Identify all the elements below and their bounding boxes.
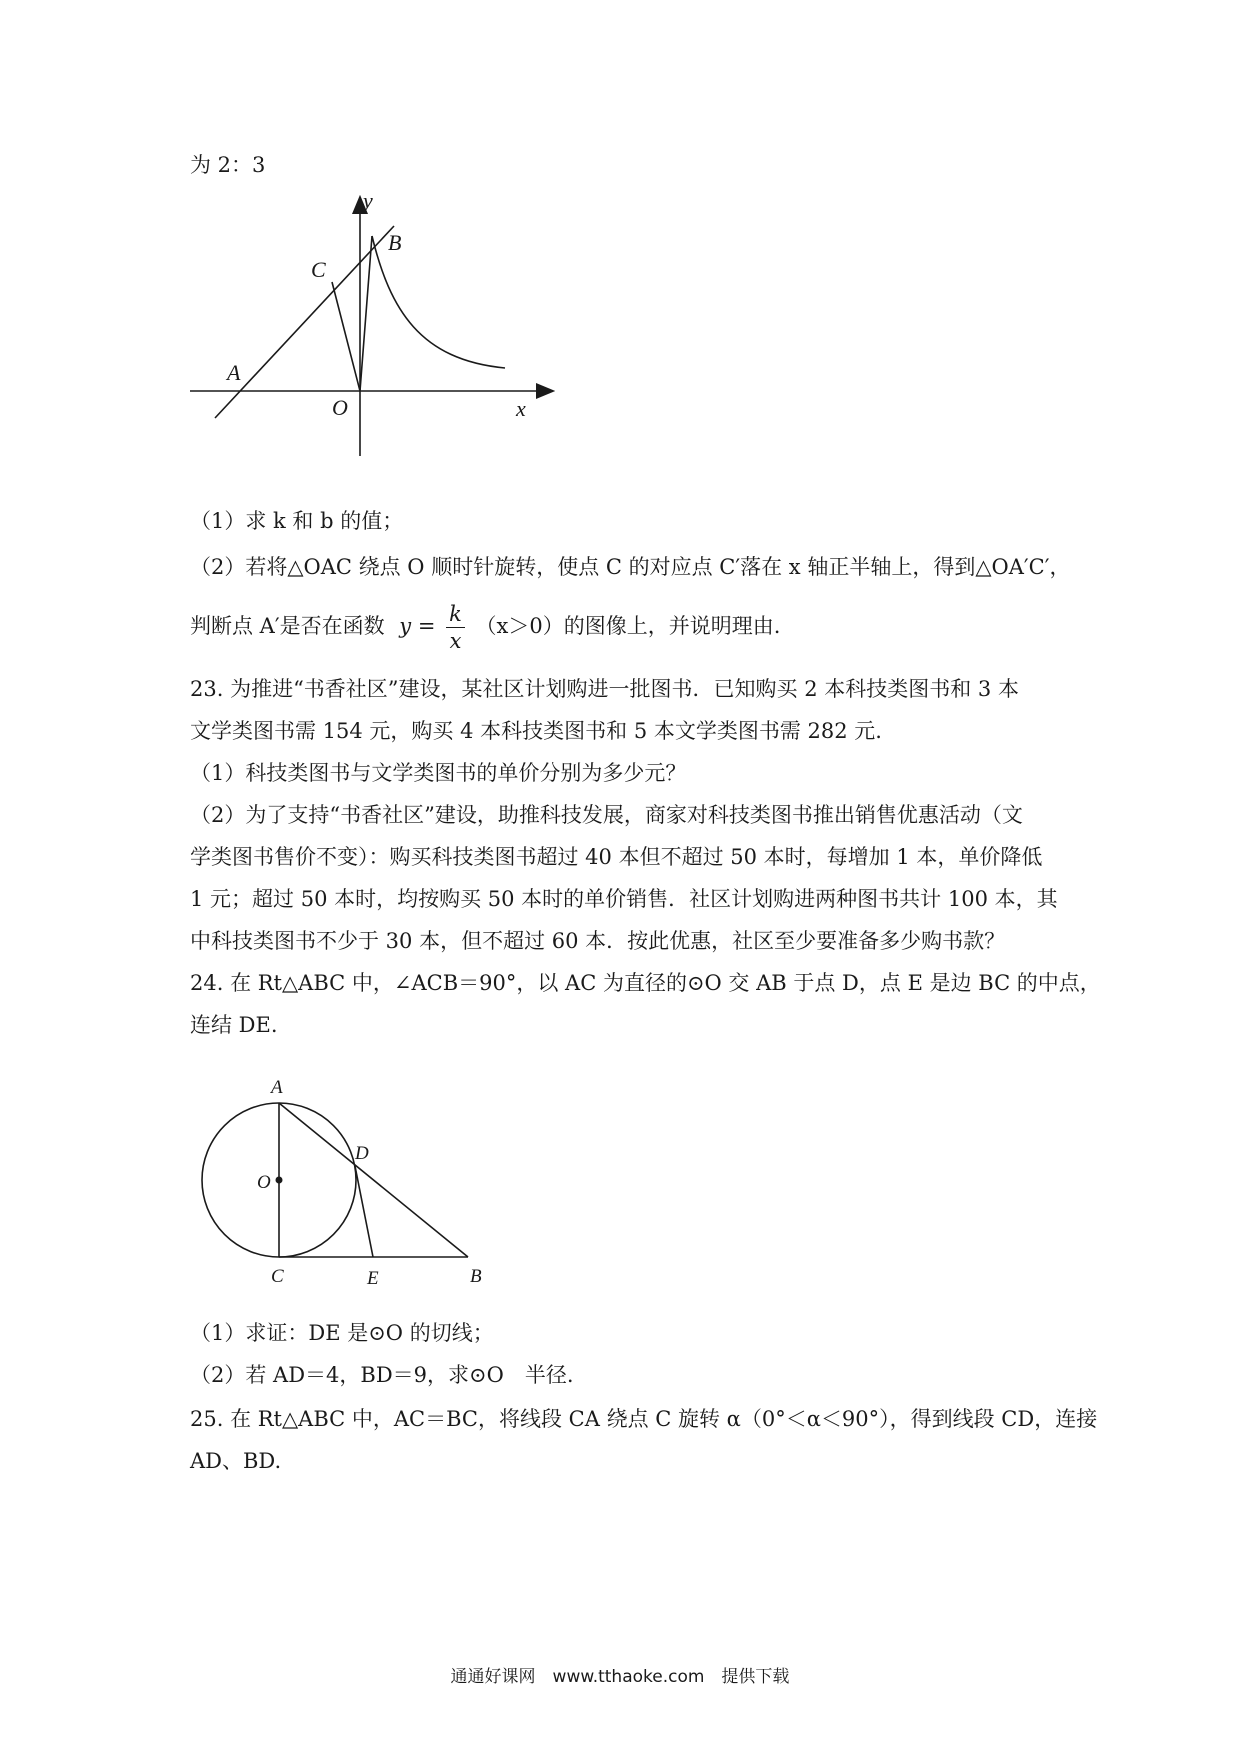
line-ab [215,226,394,418]
q23-part2-line3: 1 元；超过 50 本时，均按购买 50 本时的单价销售．社区计划购进两种图书共计 100 本，其 [190,887,1058,911]
q23-part2-line2: 学类图书售价不变）：购买科技类图书超过 40 本但不超过 50 本时，每增加 1 本，单价降低 [190,845,1043,869]
label-e: E [367,1268,379,1289]
q22-part3 [190,598,780,658]
figure-circle-triangle [195,1075,495,1290]
figure-coordinate-plane [180,190,560,470]
q24-line1: 24. 在 Rt△ABC 中，∠ACB＝90°，以 AC 为直径的⊙O 交 AB 于点 D，点 E 是边 BC 的中点， [190,971,1101,995]
top-fragment: 为 2：3 [190,153,266,177]
fraction-denominator: x [449,629,462,653]
q24-line2: 连结 DE. [190,1013,278,1037]
label-b: B [388,230,402,255]
q22-part1: （1）求 k 和 b 的值； [190,509,404,533]
fraction-k-over-x [446,601,465,654]
label-b: B [470,1266,482,1287]
q23-part2-line4: 中科技类图书不少于 30 本，但不超过 60 本．按此优惠，社区至少要准备多少购书款？ [190,929,1006,953]
q22-function-y: y = [399,614,436,638]
label-o: O [257,1172,271,1193]
center-point-o [276,1177,283,1184]
label-a: A [271,1077,283,1098]
q24-part1: （1）求证：DE 是⊙O 的切线； [190,1321,494,1345]
segment-ab [279,1103,468,1257]
label-o: O [332,395,348,420]
q22-part3-before: 判断点 A′是否在函数 [190,614,385,638]
label-a: A [227,360,241,385]
q25-line2: AD、BD. [190,1449,282,1473]
q25-line1: 25. 在 Rt△ABC 中，AC＝BC，将线段 CA 绕点 C 旋转 α（0°＜α＜90°），得到线段 CD，连接 [190,1407,1098,1431]
segment-de [355,1166,373,1257]
q23-part1: （1）科技类图书与文学类图书的单价分别为多少元？ [190,761,687,785]
label-d: D [355,1143,369,1164]
fraction-numerator: k [446,601,465,628]
q23-line2: 文学类图书需 154 元，购买 4 本科技类图书和 5 本文学类图书需 282 元. [190,719,882,743]
q24-part2: （2）若 AD＝4，BD＝9，求⊙O 半径. [190,1363,574,1387]
label-y: y [363,190,373,213]
q22-part3-after: （x＞0）的图像上，并说明理由. [475,614,781,638]
hyperbola-curve [372,236,505,368]
q23-line1: 23. 为推进“书香社区”建设，某社区计划购进一批图书．已知购买 2 本科技类图书和 3 本 [190,677,1019,701]
q22-part2: （2）若将△OAC 绕点 O 顺时针旋转，使点 C 的对应点 C′落在 x 轴正半轴上，得到△OA′C′， [190,555,1071,579]
q23-part2-line1: （2）为了支持“书香社区”建设，助推科技发展，商家对科技类图书推出销售优惠活动（文 [190,803,1023,827]
label-c: C [271,1266,284,1287]
footer-text: 通通好课网 www.tthaoke.com 提供下载 [450,1667,790,1687]
label-c: C [311,257,326,282]
label-x: x [516,396,526,421]
triangle-ocb [332,236,372,391]
